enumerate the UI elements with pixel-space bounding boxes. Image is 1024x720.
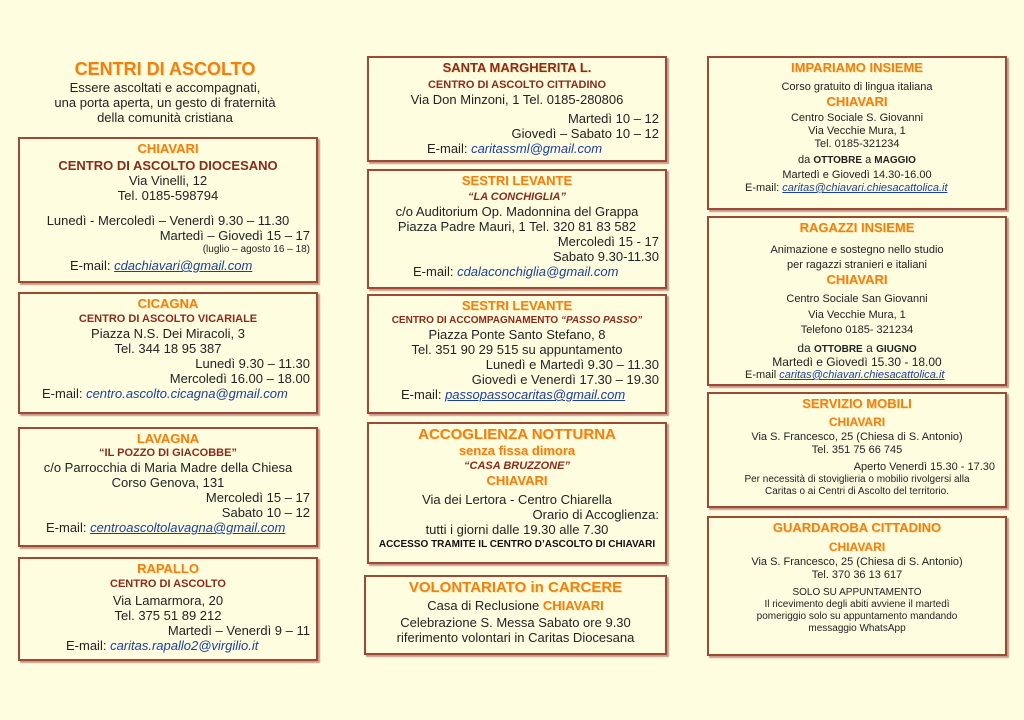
place-heading: CHIAVARI [137, 141, 199, 156]
hours: Aperto Venerdì 15.30 - 17.30 [853, 461, 995, 473]
hours: Lunedì e Martedì 9.30 – 11.30 [485, 357, 659, 372]
center-name: “CASA BRUZZONE” [464, 460, 570, 472]
email-row [375, 387, 659, 402]
place-heading: CHIAVARI [828, 540, 886, 554]
phone: Tel. 0185-598794 [117, 188, 219, 203]
email-link[interactable]: centro.ascolto.cicagna@gmail.com [86, 386, 288, 401]
santa-margherita-card [367, 56, 667, 162]
section-title: GUARDAROBA CITTADINO [772, 520, 942, 535]
access-note: ACCESSO TRAMITE IL CENTRO D’ASCOLTO DI CHIAVARI [378, 539, 656, 550]
address: Via Lamarmora, 20 [112, 593, 224, 608]
section-title: VOLONTARIATO in CARCERE [408, 579, 623, 596]
email-link[interactable]: caritas@chiavari.chiesacattolica.it [782, 182, 948, 194]
place-heading: SESTRI LEVANTE [461, 298, 573, 313]
address: Via Vecchie Mura, 1 [808, 125, 906, 137]
summer-note: (luglio – agosto 16 – 18) [202, 244, 310, 255]
email-label: E-mail: [66, 638, 107, 653]
hours: Mercoledì 15 – 17 [205, 490, 310, 505]
address: c/o Parrocchia di Maria Madre della Chiesa [43, 460, 293, 475]
period-from: OTTOBRE [814, 344, 863, 355]
period-a: a [866, 341, 873, 355]
subtitle: Corso gratuito di lingua italiana [781, 81, 933, 93]
phone: Tel. 370 36 13 617 [811, 569, 903, 581]
address: Via Vecchie Mura, 1 [808, 309, 906, 321]
note: pomeriggio solo su appuntamento mandando [756, 611, 958, 622]
place-heading: LAVAGNA [136, 431, 200, 446]
section-title: IMPARIAMO INSIEME [791, 60, 923, 75]
section-title: ACCOGLIENZA NOTTURNA [418, 426, 616, 443]
email-label: E-mail: [745, 182, 780, 194]
center-name [375, 315, 659, 327]
email-row [26, 520, 310, 535]
note: messaggio WhatsApp [808, 623, 906, 634]
center-name: CENTRO DI ASCOLTO CITTADINO [427, 79, 607, 91]
email-label: E-mail: [42, 386, 83, 401]
subtitle: Animazione e sostegno nello studio [770, 244, 944, 256]
period-da: da [797, 341, 811, 355]
page-intro [22, 80, 308, 125]
hours: Martedì e Giovedì 15.30 - 18.00 [772, 355, 942, 369]
place-heading: SANTA MARGHERITA L. [442, 60, 592, 75]
accoglienza-card [367, 422, 667, 564]
email-row [375, 141, 659, 156]
email-link[interactable]: cdalaconchiglia@gmail.com [457, 264, 619, 279]
page-title: CENTRI DI ASCOLTO [74, 59, 256, 79]
intro-line: della comunità cristiana [97, 110, 233, 125]
place-heading: SESTRI LEVANTE [461, 173, 573, 188]
email-label: E-mail: [70, 258, 111, 273]
ragazzi-card [707, 216, 1007, 386]
address: Via S. Francesco, 25 (Chiesa di S. Antonio) [751, 556, 963, 568]
mobili-card [707, 392, 1007, 508]
center-name: CENTRO DI ASCOLTO VICARIALE [78, 313, 258, 325]
lavagna-card [18, 427, 318, 547]
phone: Tel. 0185-321234 [814, 138, 900, 150]
venue: Centro Sociale S. Giovanni [790, 112, 924, 124]
sestri-passo-card [367, 294, 667, 414]
mass-line: Celebrazione S. Messa Sabato ore 9.30 [400, 615, 631, 630]
chiavari-card [18, 137, 318, 283]
email-row [26, 258, 310, 273]
section-title: SERVIZIO MOBILI [802, 396, 912, 411]
phone: Tel. 375 51 89 212 [114, 608, 222, 623]
email-label: E-mail: [413, 264, 454, 279]
hours: Lunedì - Mercoledì – Venerdì 9.30 – 11.30 [46, 213, 290, 228]
venue: Centro Sociale San Giovanni [786, 293, 928, 305]
email-label: E-mail [745, 369, 777, 381]
center-name: CENTRO DI ASCOLTO DIOCESANO [58, 158, 278, 173]
email-row [715, 182, 999, 195]
note: Per necessità di stoviglieria o mobilio rivolgersi alla [744, 474, 970, 485]
prison-place: CHIAVARI [542, 598, 604, 613]
hours: Martedì 10 – 12 [567, 111, 659, 126]
cicagna-card [18, 292, 318, 414]
phone: Tel. 351 90 29 515 su appuntamento [411, 342, 623, 357]
section-subtitle: senza fissa dimora [458, 443, 576, 458]
hours-label: Orario di Accoglienza: [532, 507, 659, 522]
email-link[interactable]: centroascoltolavagna@gmail.com [90, 520, 286, 535]
address: Piazza Ponte Santo Stefano, 8 [428, 327, 606, 342]
hours: Sabato 9.30-11.30 [552, 249, 659, 264]
email-link[interactable]: passopassocaritas@gmail.com [445, 387, 626, 402]
hours: Mercoledì 16.00 – 18.00 [169, 371, 310, 386]
hours: Giovedì e Venerdì 17.30 – 19.30 [471, 372, 659, 387]
center-name: “LA CONCHIGLIA” [468, 191, 566, 203]
place-heading: CHIAVARI [826, 94, 888, 109]
place-heading: RAPALLO [137, 561, 199, 576]
email-row [715, 369, 999, 382]
prison-line [372, 598, 659, 613]
place-heading: CHIAVARI [826, 272, 888, 287]
email-link[interactable]: caritas@chiavari.chiesacattolica.it [779, 369, 945, 381]
place-heading: CICAGNA [137, 296, 199, 311]
period [715, 154, 999, 167]
email-link[interactable]: cdachiavari@gmail.com [114, 258, 253, 273]
reference-line: riferimento volontari in Caritas Diocesana [396, 630, 635, 645]
period [715, 342, 999, 356]
hours: Lunedì 9.30 – 11.30 [195, 356, 310, 371]
email-link[interactable]: caritas.rapallo2@virgilio.it [110, 638, 259, 653]
intro-line: Essere ascoltati e accompagnati, [69, 80, 261, 95]
rapallo-card [18, 557, 318, 661]
hours: Martedì e Giovedì 14.30-16.00 [782, 169, 932, 181]
period-to: GIUGNO [876, 344, 917, 355]
prison-label: Casa di Reclusione [427, 598, 540, 613]
hours: Martedì – Venerdì 9 – 11 [167, 623, 310, 638]
address: Via Vinelli, 12 [128, 173, 208, 188]
note: Caritas o ai Centri di Ascolto del territorio. [765, 486, 949, 497]
period-da: da [798, 154, 811, 166]
center-name: CENTRO DI ASCOLTO [110, 578, 226, 590]
hours: Giovedì – Sabato 10 – 12 [511, 126, 659, 141]
phone: Tel. 344 18 95 387 [114, 341, 222, 356]
appointment: SOLO SU APPUNTAMENTO [792, 587, 922, 598]
period-a: a [865, 154, 872, 166]
place-heading: CHIAVARI [828, 415, 886, 429]
period-to: MAGGIO [874, 155, 916, 166]
address: Via dei Lertora - Centro Chiarella [422, 492, 612, 507]
center-type: CENTRO DI ACCOMPAGNAMENTO [391, 315, 559, 326]
email-label: E-mail: [401, 387, 442, 402]
address: Piazza Padre Mauri, 1 Tel. 320 81 83 582 [397, 219, 637, 234]
hours: Martedì – Giovedì 15 – 17 [159, 228, 310, 243]
impariamo-card [707, 56, 1007, 210]
phone: Tel. 351 75 66 745 [811, 444, 903, 456]
email-row [26, 638, 310, 653]
note: Il ricevimento degli abiti avviene il martedì [764, 599, 950, 610]
volontariato-card [364, 575, 667, 655]
address: Via S. Francesco, 25 (Chiesa di S. Antonio) [751, 431, 963, 443]
guardaroba-card [707, 516, 1007, 656]
period-from: OTTOBRE [813, 155, 863, 166]
hours: Mercoledì 15 - 17 [557, 234, 659, 249]
phone: Telefono 0185- 321234 [800, 324, 914, 336]
email-row [375, 264, 659, 279]
hours: Sabato 10 – 12 [221, 505, 310, 520]
center-name: “IL POZZO DI GIACOBBE” [99, 447, 237, 459]
section-title: RAGAZZI INSIEME [799, 220, 915, 235]
email-link[interactable]: caritassml@gmail.com [471, 141, 603, 156]
subtitle: per ragazzi stranieri e italiani [786, 259, 927, 271]
center-quote: “PASSO PASSO” [560, 315, 643, 326]
hours: tutti i giorni dalle 19.30 alle 7.30 [425, 522, 609, 537]
address: Piazza N.S. Dei Miracoli, 3 [91, 326, 245, 341]
email-row [26, 386, 310, 401]
address: Via Don Minzoni, 1 Tel. 0185-280806 [410, 92, 624, 107]
intro-line: una porta aperta, un gesto di fraternità [54, 95, 276, 110]
email-label: E-mail: [427, 141, 468, 156]
email-label: E-mail: [46, 520, 87, 535]
address: Corso Genova, 131 [111, 475, 225, 490]
place-heading: CHIAVARI [486, 473, 548, 488]
address: c/o Auditorium Op. Madonnina del Grappa [395, 204, 639, 219]
sestri-conchiglia-card [367, 169, 667, 289]
